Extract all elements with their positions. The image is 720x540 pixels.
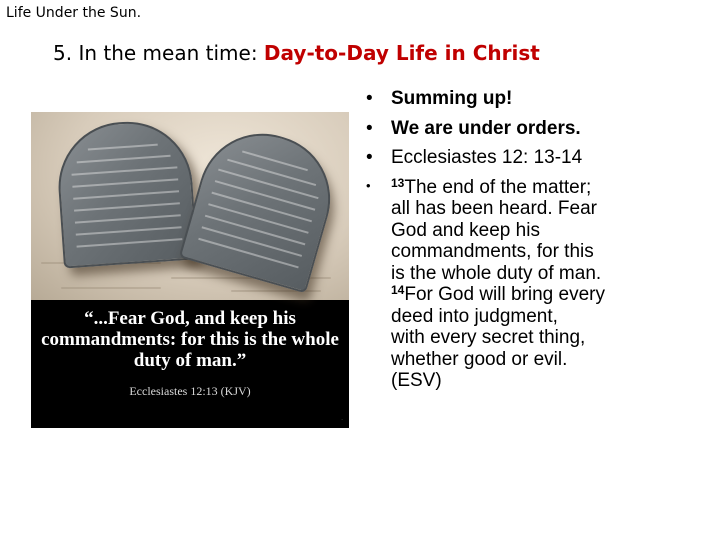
scripture-text: For God will bring every [404, 284, 605, 305]
bullet-text: Summing up! [391, 88, 513, 109]
bullet-dot-icon: • [366, 177, 371, 193]
verse-number: 14 [391, 283, 405, 297]
scripture-line: with every secret thing, [391, 327, 586, 348]
image-quote-line: commandments: for this is the whole [41, 329, 339, 350]
image-quote [31, 308, 349, 371]
bullet-item [366, 118, 696, 140]
ten-commandments-image [31, 112, 349, 428]
image-quote-reference: Ecclesiastes 12:13 (KJV) [129, 384, 251, 398]
scripture-line: God and keep his [391, 219, 540, 241]
bullet-item [366, 88, 696, 110]
scripture-line: commandments, for this [391, 241, 594, 262]
scripture-line: (ESV) [391, 370, 442, 391]
image-quote-line: “...Fear God, and keep his [84, 308, 296, 329]
scripture-line: deed into judgment, [391, 305, 558, 327]
slide-title-accent: Day-to-Day Life in Christ [263, 41, 540, 65]
scripture-line: all has been heard. Fear [391, 198, 597, 219]
verse-number: 13 [391, 175, 405, 190]
bullet-dot-icon: • [366, 88, 373, 109]
bullet-dot-icon: • [366, 117, 373, 139]
slide-title-prefix: 5. In the mean time: [53, 41, 264, 65]
presentation-title: Life Under the Sun. [6, 5, 142, 21]
scripture-line [391, 177, 696, 199]
scripture-text: The end of the matter; [404, 176, 592, 198]
bullet-text: We are under orders. [391, 117, 581, 139]
image-quote-line: duty of man.” [133, 350, 247, 371]
slide-title [53, 41, 540, 65]
bullet-dot-icon: • [366, 147, 373, 168]
bullet-text: Ecclesiastes 12: 13-14 [391, 147, 583, 168]
image-watermark: · [341, 417, 343, 424]
scripture-line: is the whole duty of man. [391, 262, 602, 284]
bullet-list [366, 88, 696, 392]
bullet-item-scripture [366, 177, 696, 392]
scripture-line: whether good or evil. [391, 348, 568, 370]
bullet-item [366, 147, 696, 169]
scripture-line [391, 284, 696, 306]
